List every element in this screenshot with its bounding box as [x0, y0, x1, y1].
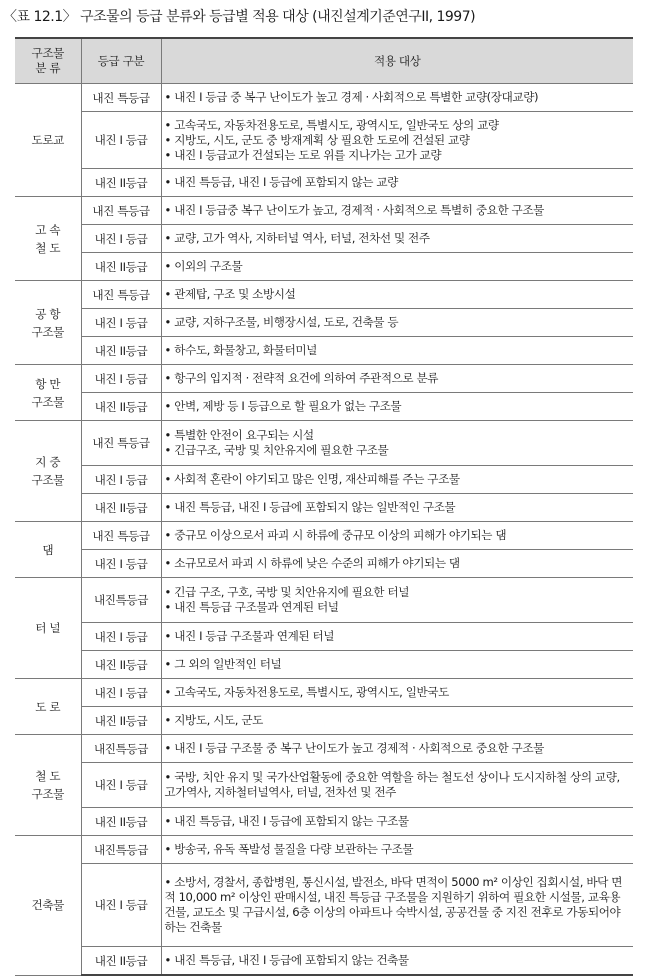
- grade-cell: 내진 특등급: [81, 197, 161, 225]
- grade-cell: 내진 II등급: [81, 494, 161, 522]
- grade-cell: 내진 I 등급: [81, 550, 161, 578]
- grade-cell: 내진 II등급: [81, 808, 161, 836]
- grade-cell: 내진 II등급: [81, 393, 161, 421]
- target-cell: • 국방, 치안 유지 및 국가산업활동에 중요한 역할을 하는 철도선 상이나 도시지하철 상의 교량, 고가역사, 지하철터널역사, 터널, 전차선 및 전주: [161, 763, 633, 808]
- target-cell: • 내진 특등급, 내진 I 등급에 포함되지 않는 구조물: [161, 808, 633, 836]
- category-cell: 도 로: [15, 679, 81, 735]
- table-caption: 〈표 12.1〉 구조물의 등급 분류와 등급별 적용 대상 (내진설계기준연구II, 1997): [3, 9, 476, 25]
- grade-cell: 내진특등급: [81, 578, 161, 623]
- target-cell: • 소규모로서 파괴 시 하류에 낮은 수준의 피해가 야기되는 댐: [161, 550, 633, 578]
- category-cell: 건축물: [15, 836, 81, 976]
- target-cell: • 사회적 혼란이 야기되고 많은 인명, 재산피해를 주는 구조물: [161, 466, 633, 494]
- grade-cell: 내진 I 등급: [81, 623, 161, 651]
- target-cell: • 안벽, 제방 등 I 등급으로 할 필요가 없는 구조물: [161, 393, 633, 421]
- target-cell: • 교량, 지하구조물, 비행장시설, 도로, 건축물 등: [161, 309, 633, 337]
- target-cell: • 하수도, 화물창고, 화물터미널: [161, 337, 633, 365]
- target-cell: • 고속국도, 자동차전용도로, 특별시도, 광역시도, 일반국도 상의 교량 • 지방도, 시도, 군도 중 방재계획 상 필요한 도로에 건설된 교량 • 내진 I 등급교가 건설되는 도로 위를 지나가는 고가 교량: [161, 112, 633, 169]
- target-cell: • 내진 특등급, 내진 I 등급에 포함되지 않는 교량: [161, 169, 633, 197]
- grade-cell: 내진 I 등급: [81, 225, 161, 253]
- grade-cell: 내진 II등급: [81, 947, 161, 976]
- target-cell: • 지방도, 시도, 군도: [161, 707, 633, 735]
- target-cell: • 내진 특등급, 내진 I 등급에 포함되지 않는 건축물: [161, 947, 633, 976]
- target-cell: • 내진 I 등급 중 복구 난이도가 높고 경제 · 사회적으로 특별한 교량(장대교량): [161, 84, 633, 112]
- category-cell: 도로교: [15, 84, 81, 197]
- category-cell: 공 항 구조물: [15, 281, 81, 365]
- target-cell: • 특별한 안전이 요구되는 시설 • 긴급구조, 국방 및 치안유지에 필요한 구조물: [161, 421, 633, 466]
- target-cell: • 그 외의 일반적인 터널: [161, 651, 633, 679]
- grade-cell: 내진 I 등급: [81, 112, 161, 169]
- category-cell: 지 중 구조물: [15, 421, 81, 522]
- grade-cell: 내진 특등급: [81, 522, 161, 550]
- header-structure-category: 구조물 분 류: [15, 38, 81, 84]
- category-cell: 철 도 구조물: [15, 735, 81, 836]
- grade-cell: 내진 I 등급: [81, 365, 161, 393]
- target-cell: • 소방서, 경찰서, 종합병원, 통신시설, 발전소, 바닥 면적이 5000 m² 이상인 집회시설, 바닥 면적 10,000 m² 이상인 판매시설, 내진 특등급 구조물을 지원하기 위하여 필요한 시설물, 교육용 건물, 교도소 및 구급시설, 6층 이상의 아파트나 숙박시설, 공공건물 중 지진 전후로 가동되어야 하는 건축물: [161, 864, 633, 947]
- category-cell: 항 만 구조물: [15, 365, 81, 421]
- header-grade: 등급 구분: [81, 38, 161, 84]
- target-cell: • 교량, 고가 역사, 지하터널 역사, 터널, 전차선 및 전주: [161, 225, 633, 253]
- target-cell: • 방송국, 유독 폭발성 물질을 다량 보관하는 구조물: [161, 836, 633, 864]
- grade-cell: 내진 I 등급: [81, 864, 161, 947]
- grade-cell: 내진 II등급: [81, 253, 161, 281]
- target-cell: • 내진 특등급, 내진 I 등급에 포함되지 않는 일반적인 구조물: [161, 494, 633, 522]
- target-cell: • 고속국도, 자동차전용도로, 특별시도, 광역시도, 일반국도: [161, 679, 633, 707]
- grade-cell: 내진 특등급: [81, 281, 161, 309]
- header-applicable-target: 적용 대상: [161, 38, 633, 84]
- category-cell: 댐: [15, 522, 81, 578]
- target-cell: • 중규모 이상으로서 파괴 시 하류에 중규모 이상의 피해가 야기되는 댐: [161, 522, 633, 550]
- grade-cell: 내진 II등급: [81, 707, 161, 735]
- grade-cell: 내진 II등급: [81, 169, 161, 197]
- target-cell: • 관제탑, 구조 및 소방시설: [161, 281, 633, 309]
- target-cell: • 긴급 구조, 구호, 국방 및 치안유지에 필요한 터널 • 내진 특등급 구조물과 연계된 터널: [161, 578, 633, 623]
- grade-cell: 내진 특등급: [81, 84, 161, 112]
- grade-cell: 내진 I 등급: [81, 763, 161, 808]
- grade-classification-table: [15, 37, 633, 976]
- grade-cell: 내진특등급: [81, 836, 161, 864]
- grade-cell: 내진특등급: [81, 735, 161, 763]
- target-cell: • 내진 I 등급중 복구 난이도가 높고, 경제적 · 사회적으로 특별히 중요한 구조물: [161, 197, 633, 225]
- target-cell: • 내진 I 등급 구조물 중 복구 난이도가 높고 경제적 · 사회적으로 중요한 구조물: [161, 735, 633, 763]
- target-cell: • 내진 I 등급 구조물과 연계된 터널: [161, 623, 633, 651]
- grade-cell: 내진 II등급: [81, 337, 161, 365]
- grade-cell: 내진 특등급: [81, 421, 161, 466]
- category-cell: 터 널: [15, 578, 81, 679]
- grade-cell: 내진 II등급: [81, 651, 161, 679]
- category-cell: 고 속 철 도: [15, 197, 81, 281]
- grade-cell: 내진 I 등급: [81, 679, 161, 707]
- grade-cell: 내진 I 등급: [81, 466, 161, 494]
- target-cell: • 이외의 구조물: [161, 253, 633, 281]
- target-cell: • 항구의 입지적 · 전략적 요건에 의하여 주관적으로 분류: [161, 365, 633, 393]
- grade-cell: 내진 I 등급: [81, 309, 161, 337]
